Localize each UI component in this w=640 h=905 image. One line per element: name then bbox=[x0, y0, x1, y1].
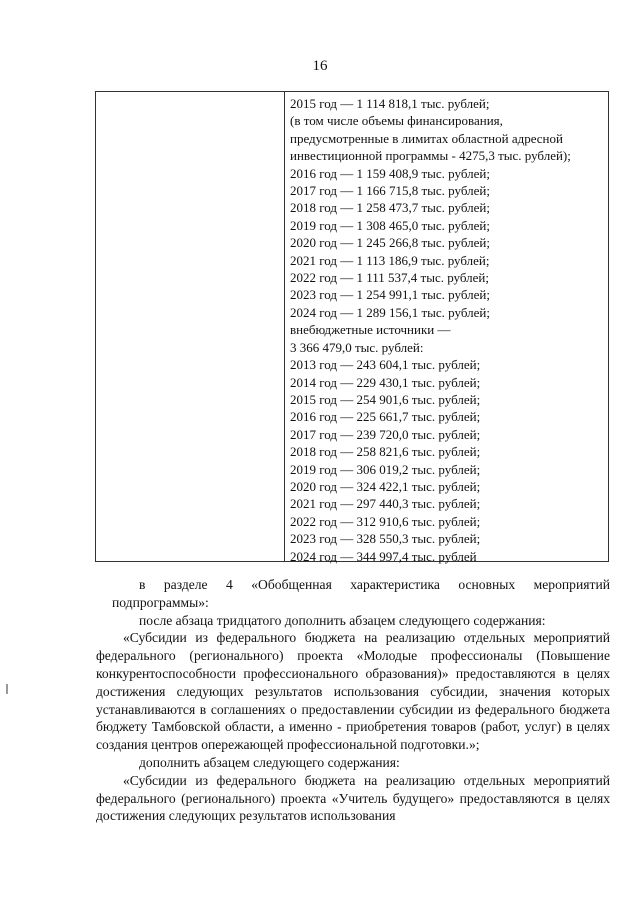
table-line: 2023 год — 328 550,3 тыс. рублей; bbox=[290, 531, 481, 547]
table-line: 2014 год — 229 430,1 тыс. рублей; bbox=[290, 374, 481, 390]
scan-margin-mark bbox=[6, 684, 8, 694]
paragraph-add-abzac: дополнить абзацем следующего содержания: bbox=[139, 754, 400, 770]
table-line: 2022 год — 312 910,6 тыс. рублей; bbox=[290, 513, 481, 529]
table-line: 2016 год — 1 159 408,9 тыс. рублей; bbox=[290, 165, 490, 181]
paragraph-after-thirtieth: после абзаца тридцатого дополнить абзацем следующего содержания: bbox=[139, 612, 546, 628]
table-line: внебюджетные источники — bbox=[290, 322, 451, 338]
paragraph-section-4: в разделе 4 «Обобщенная характеристика основных мероприятий подпрограммы»: bbox=[112, 577, 610, 610]
table-line: 2020 год — 1 245 266,8 тыс. рублей; bbox=[290, 235, 490, 251]
table-line: 2016 год — 225 661,7 тыс. рублей; bbox=[290, 409, 481, 425]
table-line: 2020 год — 324 422,1 тыс. рублей; bbox=[290, 478, 481, 494]
table-line: 2024 год — 344 997,4 тыс. рублей bbox=[290, 548, 477, 564]
table-line: 2015 год — 1 114 818,1 тыс. рублей; bbox=[290, 96, 490, 111]
table-line: 2021 год — 1 113 186,9 тыс. рублей; bbox=[290, 252, 490, 268]
table-column-divider bbox=[284, 92, 285, 561]
funding-table bbox=[95, 91, 609, 562]
table-line: 2018 год — 1 258 473,7 тыс. рублей; bbox=[290, 200, 490, 216]
paragraph-subsidy-teacher-of-future: «Субсидии из федерального бюджета на реализацию отдельных мероприятий федерального (регионального) проекта «Учитель будущего» предоставляются в целях достижения следующих результатов использования bbox=[96, 772, 610, 824]
table-line: 2022 год — 1 111 537,4 тыс. рублей; bbox=[290, 270, 489, 286]
table-line: инвестиционной программы - 4275,3 тыс. рублей); bbox=[290, 148, 571, 164]
table-line: 2013 год — 243 604,1 тыс. рублей; bbox=[290, 357, 481, 373]
table-line: предусмотренные в лимитах областной адресной bbox=[290, 130, 563, 146]
amendment-text bbox=[96, 576, 610, 825]
paragraph-subsidy-young-professionals: «Субсидии из федерального бюджета на реализацию отдельных мероприятий федерального (регионального) проекта «Молодые профессионалы (Повышение конкурентоспособности профессионального образования)» предоставляются в целях достижения следующих результатов использования субсидии, значения которых устанавливаются в соглашениях о предоставлении субсидии из федерального бюджета бюджету Тамбовской области, а именно - приобретения товаров (работ, услуг) в целях создания центров опережающей профессиональной подготовки.»; bbox=[96, 630, 610, 753]
table-line: 2024 год — 1 289 156,1 тыс. рублей; bbox=[290, 304, 490, 320]
table-line: 2019 год — 1 308 465,0 тыс. рублей; bbox=[290, 217, 490, 233]
table-line: (в том числе объемы финансирования, bbox=[290, 113, 503, 129]
table-line: 2021 год — 297 440,3 тыс. рублей; bbox=[290, 496, 481, 512]
table-line: 2017 год — 239 720,0 тыс. рублей; bbox=[290, 426, 481, 442]
table-line: 2019 год — 306 019,2 тыс. рублей; bbox=[290, 461, 481, 477]
table-line: 3 366 479,0 тыс. рублей: bbox=[290, 339, 424, 355]
page-number: 16 bbox=[312, 58, 328, 74]
table-line: 2018 год — 258 821,6 тыс. рублей; bbox=[290, 444, 481, 460]
table-line: 2017 год — 1 166 715,8 тыс. рублей; bbox=[290, 183, 490, 199]
table-cell-funding bbox=[290, 95, 608, 565]
table-line: 2015 год — 254 901,6 тыс. рублей; bbox=[290, 391, 481, 407]
table-line: 2023 год — 1 254 991,1 тыс. рублей; bbox=[290, 287, 490, 303]
